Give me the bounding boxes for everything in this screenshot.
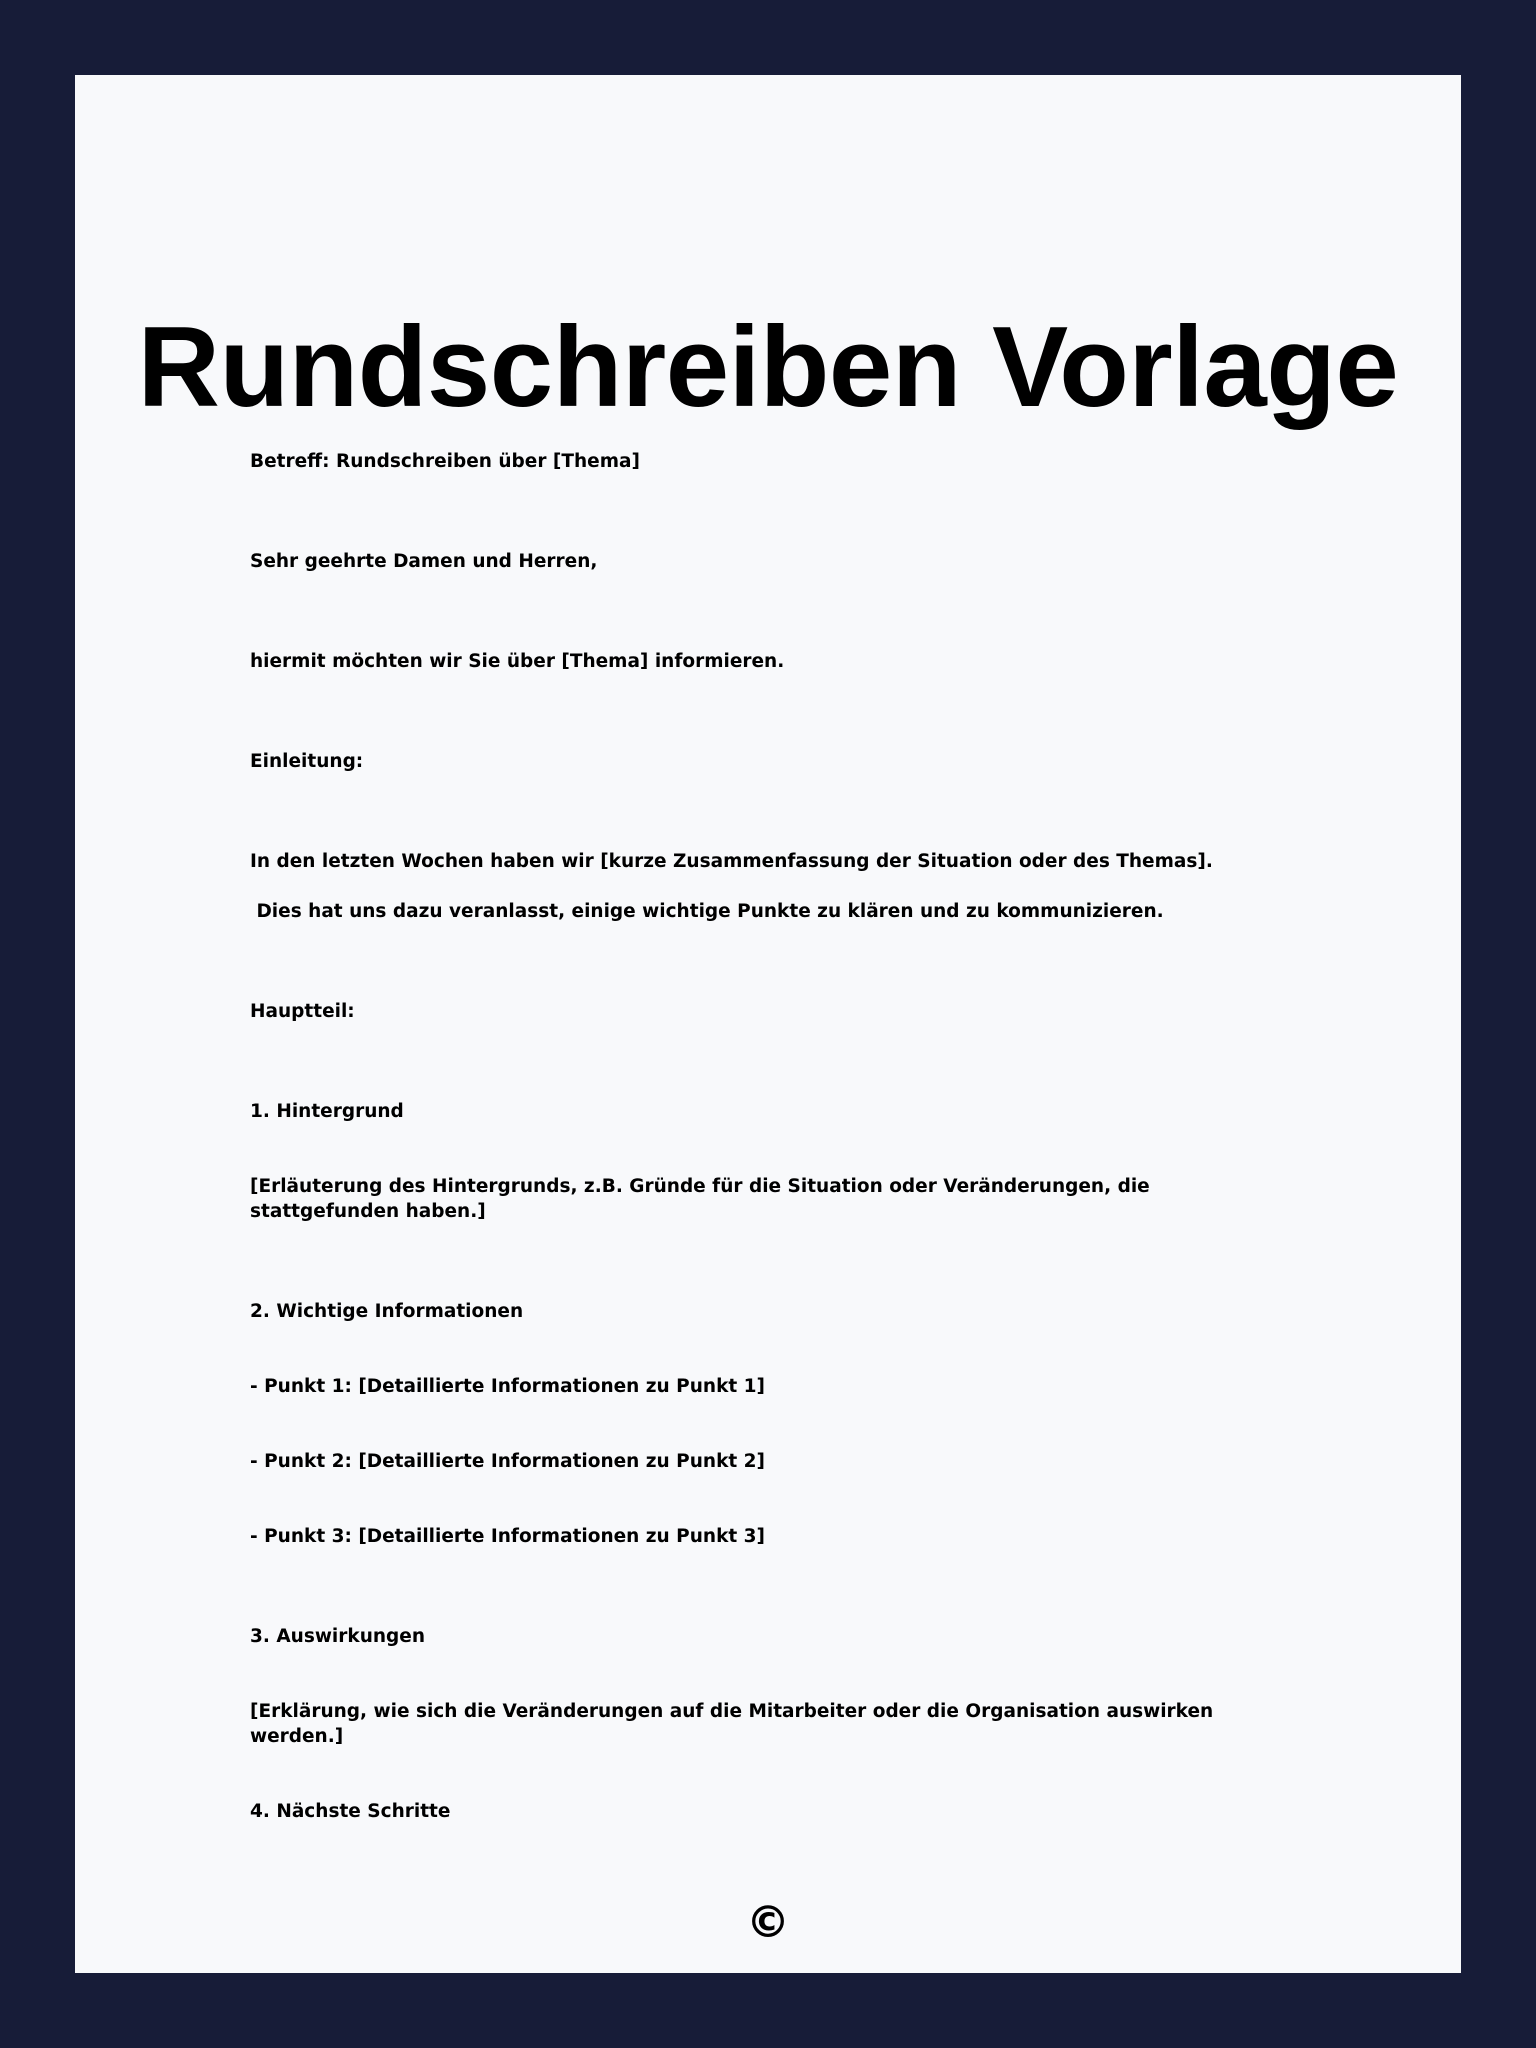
einleitung-paragraph-2: Dies hat uns dazu veranlasst, einige wichtige Punkte zu klären und zu kommunizieren. bbox=[250, 901, 1164, 922]
subheading-wichtige-informationen: 2. Wichtige Informationen bbox=[250, 1301, 524, 1322]
copyright-icon: © bbox=[746, 1897, 790, 1948]
section-heading-einleitung: Einleitung: bbox=[250, 751, 364, 772]
list-item-punkt-2: - Punkt 2: [Detaillierte Informationen zu Punkt 2] bbox=[250, 1451, 765, 1472]
section-heading-hauptteil: Hauptteil: bbox=[250, 1001, 355, 1022]
auswirkungen-paragraph: [Erklärung, wie sich die Veränderungen auf die Mitarbeiter oder die Organisation auswirken werden.] bbox=[250, 1701, 1220, 1747]
subheading-naechste-schritte: 4. Nächste Schritte bbox=[250, 1801, 451, 1822]
salutation: Sehr geehrte Damen und Herren, bbox=[250, 551, 598, 572]
hintergrund-paragraph: [Erläuterung des Hintergrunds, z.B. Gründe für die Situation oder Veränderungen, die stattgefunden haben.] bbox=[250, 1176, 1157, 1222]
list-item-punkt-1: - Punkt 1: [Detaillierte Informationen zu Punkt 1] bbox=[250, 1376, 765, 1397]
list-item-punkt-3: - Punkt 3: [Detaillierte Informationen zu Punkt 3] bbox=[250, 1526, 765, 1547]
intro-sentence: hiermit möchten wir Sie über [Thema] informieren. bbox=[250, 651, 785, 672]
document-page bbox=[75, 75, 1461, 1973]
subheading-hintergrund: 1. Hintergrund bbox=[250, 1101, 404, 1122]
subject-line: Betreff: Rundschreiben über [Thema] bbox=[250, 451, 640, 472]
subheading-auswirkungen: 3. Auswirkungen bbox=[250, 1626, 426, 1647]
einleitung-paragraph-1: In den letzten Wochen haben wir [kurze Zusammenfassung der Situation oder des Themas]. bbox=[250, 851, 1213, 872]
document-title: Rundschreiben Vorlage bbox=[137, 304, 1399, 431]
